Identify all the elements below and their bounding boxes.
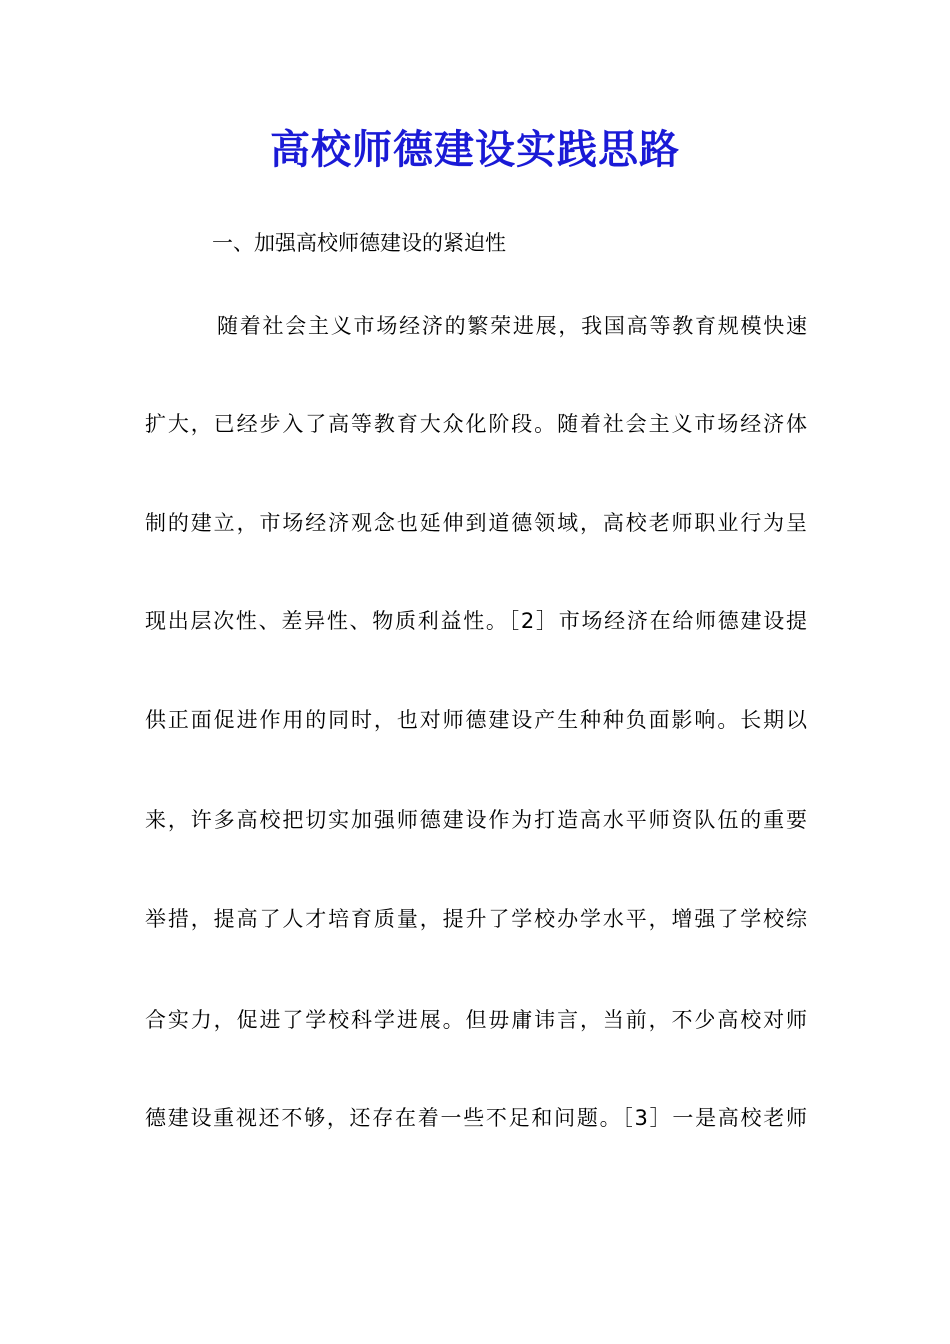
paragraph-line: 扩大，已经步入了高等教育大众化阶段。随着社会主义市场经济体 [145,412,807,436]
paragraph-line: 德建设重视还不够，还存在着一些不足和问题。［3］一是高校老师 [145,1106,807,1130]
paragraph-line: 随着社会主义市场经济的繁荣进展，我国高等教育规模快速 [217,314,807,338]
paragraph-line: 举措，提高了人才培育质量，提升了学校办学水平，增强了学校综 [145,907,807,931]
section-heading: 一、加强高校师德建设的紧迫性 [212,231,506,255]
paragraph-line: 来，许多高校把切实加强师德建设作为打造高水平师资队伍的重要 [145,808,807,832]
paragraph-line: 制的建立，市场经济观念也延伸到道德领域，高校老师职业行为呈 [145,511,807,535]
paragraph-line: 合实力，促进了学校科学进展。但毋庸讳言，当前，不少高校对师 [145,1008,807,1032]
paragraph-line: 现出层次性、差异性、物质利益性。［2］市场经济在给师德建设提 [145,609,807,633]
document-title: 高校师德建设实践思路 [270,126,680,173]
paragraph-line: 供正面促进作用的同时，也对师德建设产生种种负面影响。长期以 [145,708,807,732]
